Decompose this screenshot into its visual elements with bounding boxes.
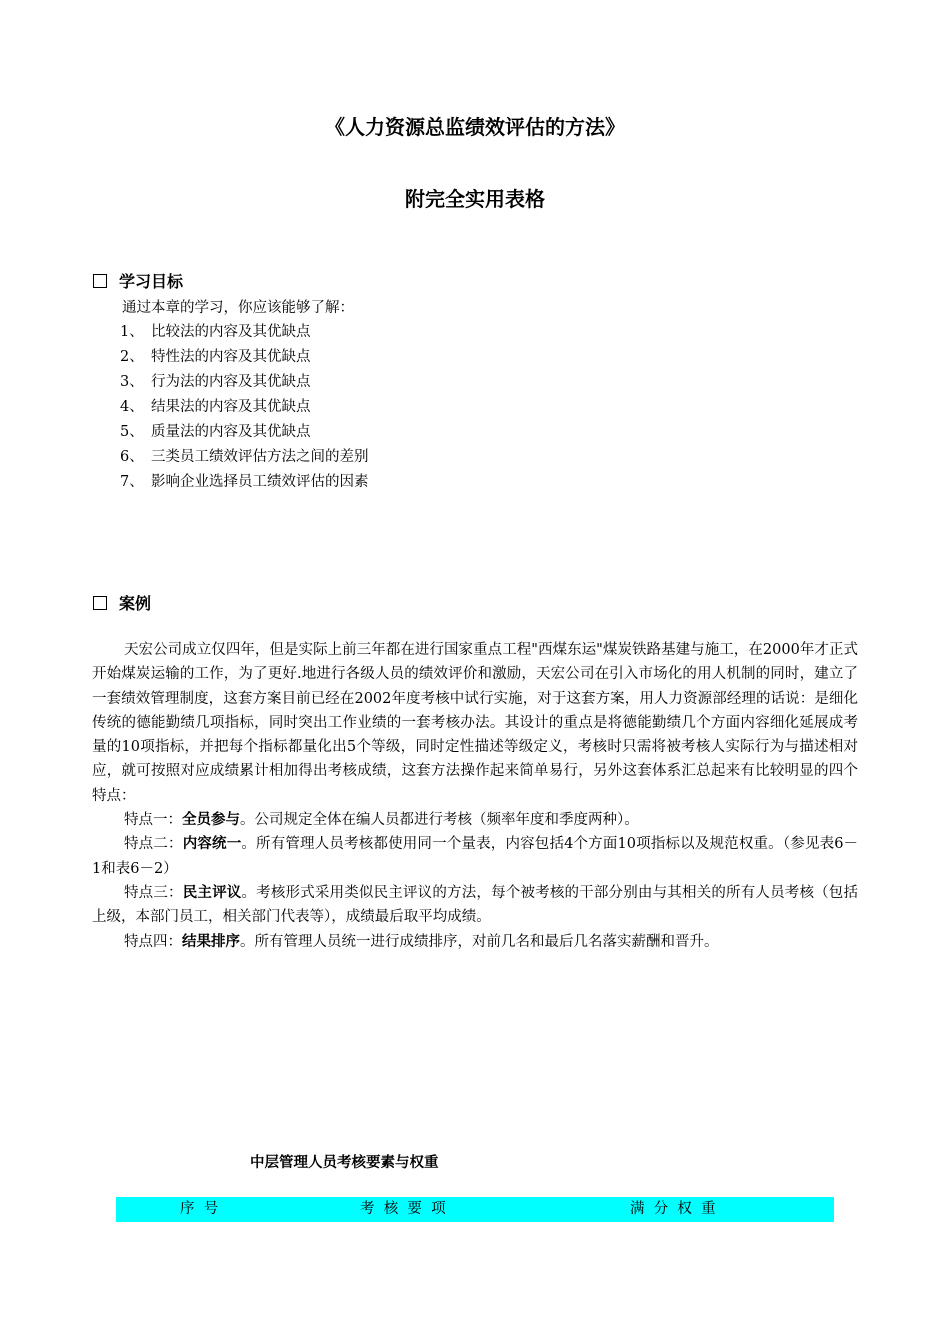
- list-item-number: 1、: [120, 324, 144, 340]
- list-item-number: 2、: [120, 349, 144, 365]
- document-title: 《人力资源总监绩效评估的方法》: [325, 115, 625, 139]
- feature-keyword: 民主评议: [182, 884, 242, 901]
- feature-text: 。公司规定全体在编人员都进行考核（频率年度和季度两种）。: [240, 812, 639, 829]
- table-header-cell-weight: 满 分 权 重: [630, 1201, 716, 1217]
- feature-text: 。所有管理人员统一进行成绩排序，对前几名和最后几名落实薪酬和晋升。: [240, 933, 719, 950]
- list-item: [120, 420, 369, 445]
- document-subtitle: 附完全实用表格: [405, 187, 545, 211]
- feature-paragraph: [92, 930, 858, 954]
- table-title: 中层管理人员考核要素与权重: [250, 1155, 439, 1171]
- table-header-cell-number: 序 号: [180, 1201, 219, 1217]
- feature-keyword: 结果排序: [182, 933, 240, 950]
- section-heading-objectives: [93, 270, 183, 294]
- list-item-text: 特性法的内容及其优缺点: [151, 349, 311, 365]
- list-item: [120, 345, 369, 370]
- list-item: [120, 470, 369, 495]
- objectives-intro: 通过本章的学习，你应该能够了解：: [122, 300, 354, 316]
- feature-paragraph: [92, 881, 858, 930]
- feature-lead: 特点二：: [124, 836, 183, 853]
- list-item-text: 影响企业选择员工绩效评估的因素: [151, 474, 369, 490]
- case-heading-text: 案例: [119, 594, 152, 613]
- feature-keyword: 全员参与: [182, 812, 240, 829]
- case-body: [92, 638, 858, 954]
- square-bullet-icon: [93, 274, 107, 288]
- feature-keyword: 内容统一: [182, 836, 242, 853]
- list-item-text: 行为法的内容及其优缺点: [151, 374, 311, 390]
- list-item-text: 结果法的内容及其优缺点: [151, 399, 311, 415]
- objectives-list: [120, 320, 369, 495]
- feature-text: 。所有管理人员考核都使用同一个量表，内容包括4个方面10项指标以及规范权重。（参见表6－1和表6－2）: [92, 836, 859, 877]
- list-item: [120, 320, 369, 345]
- case-paragraph: 天宏公司成立仅四年，但是实际上前三年都在进行国家重点工程"西煤东运"煤炭铁路基建与施工，在2000年才正式开始煤炭运输的工作，为了更好.地进行各级人员的绩效评价和激励，天宏公司在引入市场化的用人机制的同时，建立了一套绩效管理制度，这套方案目前已经在2002年度考核中试行实施，对于这套方案，用人力资源部经理的话说：是细化传统的德能勤绩几项指标，同时突出工作业绩的一套考核办法。其设计的重点是将德能勤绩几个方面内容细化延展成考量的10项指标，并把每个指标都量化出5个等级，同时定性描述等级定义，考核时只需将被考核人实际行为与描述相对应，就可按照对应成绩累计相加得出考核成绩，这套方法操作起来简单易行，另外这套体系汇总起来有比较明显的四个特点：: [92, 642, 858, 804]
- list-item-number: 7、: [120, 474, 144, 490]
- feature-lead: 特点一：: [124, 812, 182, 829]
- feature-lead: 特点三：: [124, 884, 183, 901]
- list-item: [120, 370, 369, 395]
- square-bullet-icon: [93, 596, 107, 610]
- table-header-cell-item: 考 核 要 项: [360, 1201, 446, 1217]
- feature-text: 。考核形式采用类似民主评议的方法，每个被考核的干部分别由与其相关的所有人员考核（包括上级，本部门员工，相关部门代表等），成绩最后取平均成绩。: [92, 884, 858, 926]
- table-header-row: [116, 1197, 834, 1222]
- list-item-text: 三类员工绩效评估方法之间的差别: [151, 449, 369, 465]
- list-item-number: 3、: [120, 374, 144, 390]
- list-item: [120, 395, 369, 420]
- objectives-heading-text: 学习目标: [119, 272, 184, 291]
- list-item-text: 比较法的内容及其优缺点: [151, 324, 311, 340]
- list-item: [120, 445, 369, 470]
- feature-paragraph: [92, 808, 858, 832]
- feature-paragraph: [92, 832, 858, 881]
- list-item-number: 5、: [120, 424, 144, 440]
- section-heading-case: [93, 592, 151, 616]
- list-item-number: 6、: [120, 449, 144, 465]
- list-item-number: 4、: [120, 399, 144, 415]
- list-item-text: 质量法的内容及其优缺点: [151, 424, 311, 440]
- feature-lead: 特点四：: [124, 933, 182, 950]
